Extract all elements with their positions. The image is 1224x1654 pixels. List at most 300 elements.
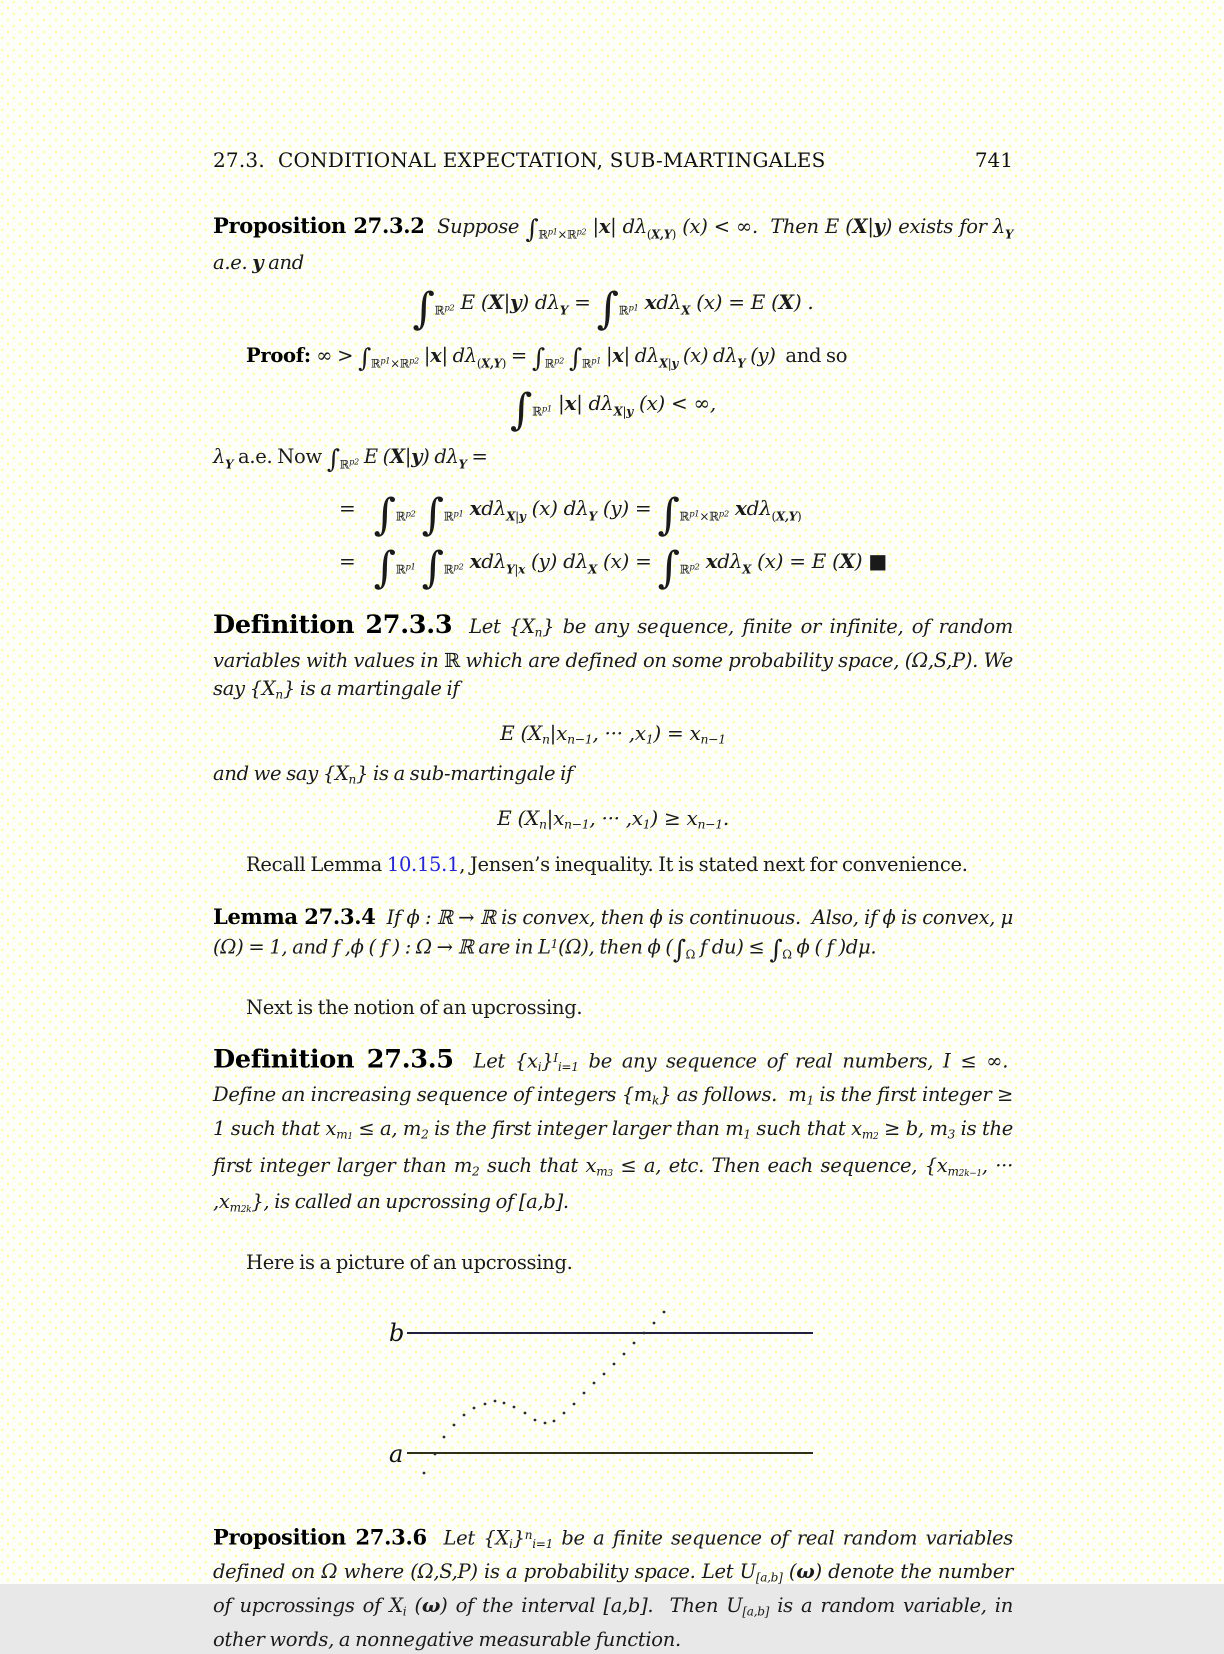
text-run: 1 [806, 1093, 814, 1108]
align-equation-line [213, 483, 1013, 540]
text-run: 2k [240, 1205, 252, 1216]
text-run: dλ [717, 548, 743, 573]
proof-paragraph [213, 342, 1013, 378]
text-run: | dλ [576, 391, 614, 416]
text-run: U [726, 1594, 743, 1618]
text-run: and we say [213, 762, 323, 786]
text-run: ) [671, 227, 677, 242]
text-run: . Define an increasing sequence of integers [213, 1049, 1014, 1107]
text-run: ) [884, 215, 892, 238]
text-run: ) [814, 1560, 822, 1584]
definition-27-3-3 [213, 610, 1013, 708]
text-run: × [557, 227, 568, 242]
text-run: Y [559, 303, 569, 318]
text-run: n [534, 625, 543, 640]
submartingale-intro [213, 760, 1013, 794]
text-run: X,Y [651, 227, 672, 242]
text-run: ∫ [525, 213, 539, 244]
text-run: | [601, 343, 613, 367]
text-run: ω [796, 1560, 815, 1584]
text-run: ℝ [618, 303, 629, 318]
text-run: × [699, 508, 710, 523]
text-run: ,P) [946, 649, 973, 673]
text-run: is the first integer larger than [213, 1117, 1013, 1177]
text-run: p2 [453, 561, 464, 572]
text-run: ℝ [443, 562, 454, 577]
text-run: | [514, 562, 519, 577]
text-run: p2 [444, 302, 455, 313]
text-run: X [852, 215, 868, 238]
text-run: p2 [689, 561, 700, 572]
sequence-dot [573, 1403, 576, 1406]
text-run: Next is the notion of an upcrossing. [246, 995, 583, 1019]
text-run: ϕ ( [647, 935, 673, 959]
text-run: ∫ [421, 543, 444, 594]
text-run: m [861, 1127, 874, 1142]
text-run: , [917, 1117, 930, 1141]
text-run: 3 [607, 1168, 613, 1179]
text-run: X [506, 508, 516, 523]
text-run: p2 [405, 508, 416, 519]
text-run: is the first integer [813, 1083, 997, 1107]
text-run: X [488, 290, 504, 315]
text-run: ϕ [406, 905, 420, 929]
text-run: X,Y [481, 355, 502, 370]
text-run: ) dλ [422, 444, 459, 468]
text-run: ℝ [434, 303, 445, 318]
text-run: 2k−1 [958, 1168, 982, 1179]
sequence-dot [494, 1400, 497, 1403]
sequence-dot [563, 1412, 566, 1415]
upcrossing-intro [213, 994, 1013, 1022]
text-run: Y [225, 457, 234, 472]
text-run: n−1 [697, 816, 723, 832]
text-run: i=1 [557, 1059, 579, 1074]
text-run: E ( [825, 215, 853, 238]
text-run: | [867, 215, 874, 238]
text-run: Proof: [246, 343, 317, 367]
text-run: {x [514, 1049, 538, 1073]
text-run: is convex, [895, 905, 1001, 929]
text-run: where [337, 1560, 411, 1584]
text-run: [a,b] [742, 1604, 770, 1619]
text-run: X [681, 303, 691, 318]
text-run: 1 [743, 1127, 751, 1142]
text-run: X [389, 1594, 403, 1618]
text-run: ) [501, 355, 506, 370]
text-run: m [596, 1164, 608, 1179]
text-run: ℝ [532, 404, 542, 419]
text-run: {X [508, 615, 535, 639]
text-run: ( [476, 355, 482, 370]
text-run: p1 [380, 355, 391, 366]
text-run: μ (Ω) = 1, [213, 905, 1013, 959]
text-run: f ,ϕ ( f ) : Ω → ℝ [332, 935, 474, 959]
text-run: Ω [321, 1560, 338, 1584]
text-run: Proposition 27.3.6 [213, 1524, 427, 1550]
text-run: Ω [685, 948, 696, 963]
text-run: X [778, 290, 794, 315]
text-run: X [389, 444, 405, 468]
text-run: {X [249, 676, 276, 700]
text-run: ≤ a [352, 1117, 392, 1141]
text-run: E ( [358, 444, 390, 468]
text-run: Suppose [424, 215, 526, 238]
text-run: denote the number of upcrossings of [213, 1560, 1013, 1618]
sequence-dot [643, 1332, 646, 1335]
text-run: Y [458, 457, 467, 472]
text-run: (x) < ∞, [632, 391, 716, 416]
text-run: ) . [793, 290, 814, 315]
text-run: dλ [481, 548, 507, 573]
text-run: 3 [947, 1127, 956, 1142]
text-run [355, 496, 373, 520]
sequence-dot [423, 1472, 426, 1475]
text-run: Here is a picture of an upcrossing. [246, 1250, 573, 1274]
text-run: p2 [349, 456, 359, 467]
text-run: ∫ [373, 489, 396, 540]
text-run: ℝ [395, 562, 406, 577]
text-run: | dλ [623, 343, 660, 367]
text-run: i [509, 1536, 513, 1551]
text-run: p1 [591, 355, 602, 366]
text-run: ∫ [373, 543, 396, 594]
text-run: = [568, 290, 597, 315]
sequence-dot [663, 1311, 666, 1314]
text-run: such that [225, 1117, 326, 1141]
sequence-dot [524, 1412, 527, 1415]
text-run: , ··· ,x [213, 1153, 1013, 1214]
sequence-dot [503, 1402, 506, 1405]
text-run: ∫ [596, 284, 619, 335]
text-run: | [586, 215, 599, 238]
text-run: = [339, 495, 356, 520]
text-run: , is called an upcrossing of [263, 1190, 519, 1214]
text-run: X,Y [775, 508, 797, 523]
text-run: |x [549, 720, 568, 745]
text-run: {x [924, 1153, 948, 1177]
text-run: y [671, 355, 678, 370]
text-run: ∫ [568, 342, 582, 373]
text-run: λ [213, 444, 226, 468]
lemma-ref-link[interactable]: 10.15.1 [386, 853, 460, 877]
text-run: Y [737, 355, 746, 370]
text-run: (x) = [596, 548, 658, 573]
text-run: ℝ [370, 355, 381, 370]
sequence-dot [583, 1392, 586, 1395]
text-run: as follows. [671, 1083, 789, 1107]
text-run: ∫ [531, 342, 545, 373]
text-run: x [851, 1117, 862, 1141]
text-run: } [251, 1190, 264, 1214]
text-run: and so [775, 343, 848, 367]
text-run: ℝ [544, 355, 555, 370]
text-run: (x) < ∞. [676, 215, 758, 238]
text-run: x [469, 548, 482, 573]
text-run: = [506, 343, 532, 367]
sequence-dot [443, 1436, 446, 1439]
text-run: ) [854, 548, 869, 573]
text-run: ∫ [672, 934, 686, 965]
text-run: p2 [576, 226, 587, 237]
text-run: , etc. Then each sequence, [655, 1153, 925, 1177]
text-run: 2 [873, 1132, 879, 1143]
sequence-dot [653, 1322, 656, 1325]
text-run: is continuous. Also, if [662, 905, 883, 929]
text-run: ) = x [653, 720, 701, 745]
sequence-dot [633, 1342, 636, 1345]
text-run: n [541, 731, 550, 747]
text-run: | [515, 508, 519, 523]
text-run: (y) [745, 343, 776, 367]
text-run: , [391, 1117, 403, 1141]
text-run: i [537, 1059, 542, 1074]
text-run: (Ω) [558, 935, 589, 959]
text-run: {X [483, 1526, 510, 1550]
text-run: p2 [409, 355, 419, 366]
section-title: 27.3. CONDITIONAL EXPECTATION, SUB-MARTINGALES [213, 148, 826, 172]
text-run: ℝ [679, 508, 690, 523]
text-run: U [739, 1560, 756, 1584]
text-run: Y [588, 508, 597, 523]
text-run: x [734, 495, 747, 520]
text-run: λ [992, 215, 1005, 238]
text-run: x [644, 290, 657, 315]
text-run: , then [588, 935, 648, 959]
text-run: y [510, 290, 522, 315]
equation-expectation-identity [213, 276, 1013, 335]
sequence-dot [593, 1382, 596, 1385]
text-run: be a finite sequence of real random variables defined on [213, 1526, 1013, 1584]
text-run: } [512, 1526, 525, 1550]
text-run: x [612, 343, 624, 367]
text-run: | dλ [610, 215, 647, 238]
text-run: Definition 27.3.5 [213, 1044, 454, 1075]
text-run: I ≤ ∞ [943, 1049, 1003, 1073]
ae-now-line [213, 443, 1013, 479]
text-run: be any sequence of real numbers, [578, 1049, 944, 1073]
text-run: which are defined on some probability space, [459, 649, 905, 673]
text-run: (x) = E ( [690, 290, 779, 315]
sequence-dot [453, 1424, 456, 1427]
text-run: | [503, 290, 511, 315]
text-run: 1 [642, 816, 651, 832]
text-run: (x) dλ [677, 343, 738, 367]
text-run: i=1 [532, 1536, 553, 1551]
text-run: 2 [472, 1164, 480, 1179]
text-run: x [430, 343, 442, 367]
text-run: y [873, 215, 885, 238]
sequence-dot [434, 1453, 437, 1456]
text-run: p1 [628, 302, 639, 313]
text-run: y [626, 404, 633, 419]
text-run: x [518, 562, 525, 577]
text-run: n−1 [700, 731, 726, 747]
text-run: E (X [497, 805, 539, 830]
definition-27-3-5 [213, 1045, 1013, 1225]
text-run: . [722, 805, 729, 830]
text-run: ℝ [709, 508, 719, 523]
text-run: {X [322, 762, 349, 786]
text-run: n−1 [564, 816, 590, 832]
figure-intro [213, 1249, 1013, 1277]
text-run: ∫ [657, 489, 680, 540]
proposition-27-3-2 [213, 212, 1013, 276]
text-run: . [562, 1190, 569, 1214]
text-run: : ℝ → ℝ [419, 905, 496, 929]
text-run: Ω [782, 948, 792, 963]
text-run: p1 [547, 226, 558, 237]
text-run: m [947, 1164, 959, 1179]
text-run: is a probability space. Let [477, 1560, 740, 1584]
text-run: is a sub-martingale if [368, 762, 573, 786]
text-run: Definition 27.3.3 [213, 610, 453, 641]
text-run: } [542, 615, 555, 639]
text-run: | [622, 404, 627, 419]
text-run: m [725, 1117, 744, 1141]
text-run: p1 [453, 508, 464, 519]
text-run: exists for [892, 215, 993, 238]
text-run: is the first integer larger than [428, 1117, 726, 1141]
text-run: | [418, 343, 431, 367]
text-run: E ( [454, 290, 489, 315]
text-run: ∫ [769, 934, 783, 965]
text-run: x [705, 548, 718, 573]
sequence-dot [484, 1403, 487, 1406]
text-run: = [339, 548, 356, 573]
equation-martingale [213, 717, 1013, 750]
text-run: n [348, 772, 357, 787]
text-run: ℝ [339, 457, 350, 472]
text-run: ( [406, 1594, 422, 1618]
text-run [355, 549, 373, 573]
text-run: ∫ [412, 284, 435, 335]
text-run: S [439, 1560, 452, 1584]
text-run: . We say [213, 649, 1013, 700]
text-run: 1 [645, 731, 654, 747]
text-run: E (X [500, 720, 542, 745]
text-run: ) dλ [521, 290, 560, 315]
sequence-dot [544, 1422, 547, 1425]
text-run: X [587, 562, 597, 577]
text-run: (Ω, [410, 1560, 440, 1584]
text-run: [a,b] [518, 1190, 563, 1214]
text-run: × [390, 355, 400, 370]
text-run: p1 [689, 508, 700, 519]
text-run: n [538, 816, 547, 832]
text-run: Let [453, 1049, 515, 1073]
text-run: Proposition 27.3.2 [213, 213, 425, 238]
text-run: (y) = [596, 495, 658, 520]
text-run: ■ [868, 548, 887, 573]
page-number: 741 [974, 148, 1013, 172]
text-run: such that [750, 1117, 852, 1141]
text-run: 1 [347, 1132, 353, 1143]
text-run: a.e. Now [233, 444, 327, 468]
text-run: ℝ [395, 508, 406, 523]
text-run: ϕ [649, 905, 663, 929]
text-run: ( [646, 227, 652, 242]
text-run: i [402, 1604, 407, 1619]
text-run: } [356, 762, 369, 786]
text-run: p1 [405, 561, 416, 572]
text-run: L [538, 935, 551, 959]
text-run: ℝ [443, 508, 454, 523]
proposition-27-3-6 [213, 1522, 1013, 1654]
text-run: ≥ b [878, 1117, 918, 1141]
text-run: ) ≤ [736, 935, 770, 959]
text-run: x [469, 495, 482, 520]
text-run: m [453, 1153, 473, 1177]
text-run: X [839, 548, 855, 573]
text-run: Let [426, 1526, 484, 1550]
text-run: m [336, 1127, 348, 1142]
equation-submartingale [213, 802, 1013, 835]
text-run: ≤ a [612, 1153, 656, 1177]
text-run: m [229, 1200, 241, 1215]
text-run: such that [479, 1153, 586, 1177]
text-run: m [788, 1083, 807, 1107]
text-run: of the interval [447, 1594, 604, 1618]
text-run: ℝ [443, 649, 460, 673]
text-run: } [541, 1049, 554, 1073]
text-run: y [411, 444, 423, 468]
text-run: x [564, 391, 577, 416]
align-equation-line [213, 536, 1013, 594]
text-run: ) [797, 508, 802, 523]
text-run: ∞ > [316, 343, 359, 367]
text-run: ∫ [358, 342, 371, 373]
text-run: ( [782, 1560, 797, 1584]
equation-finite-integral [213, 377, 1013, 436]
text-run: ,P) [451, 1560, 478, 1584]
text-run: X [613, 404, 623, 419]
text-run: ∫ [421, 489, 444, 540]
text-run: ϕ [882, 905, 896, 929]
text-run: p2 [554, 355, 565, 366]
text-run: k [652, 1093, 660, 1108]
text-run: p1 [541, 403, 552, 414]
text-run: is a martingale if [294, 676, 460, 700]
text-run: , ··· ,x [592, 720, 646, 745]
text-run: I [553, 1051, 558, 1066]
text-run: and [287, 935, 333, 959]
text-run: | [667, 355, 672, 370]
text-run: = [466, 444, 488, 468]
text-run: ϕ ( f )dμ. [791, 935, 877, 959]
sequence-dot [603, 1373, 606, 1376]
text-run: |x [546, 805, 565, 830]
text-run: (y) dλ [524, 548, 588, 573]
text-run: X [659, 355, 668, 370]
label-a: a [389, 1440, 404, 1469]
text-run: ( [771, 508, 776, 523]
sequence-dot [473, 1407, 476, 1410]
text-run: ℝ [399, 355, 410, 370]
text-run: (x) dλ [525, 495, 589, 520]
text-run: are in [473, 935, 539, 959]
text-run: x [598, 215, 611, 238]
text-run: x [325, 1117, 337, 1141]
upcrossing-plot [385, 1296, 817, 1494]
text-run: Y [506, 562, 515, 577]
sequence-dot [613, 1363, 616, 1366]
text-run: be any sequence, finite or infinite, of random variables with values in [213, 615, 1013, 673]
text-run: , ··· ,x [589, 805, 643, 830]
text-run: [a,b] [755, 1570, 783, 1585]
text-run: x [585, 1153, 597, 1177]
text-run: ∫ [657, 543, 680, 594]
